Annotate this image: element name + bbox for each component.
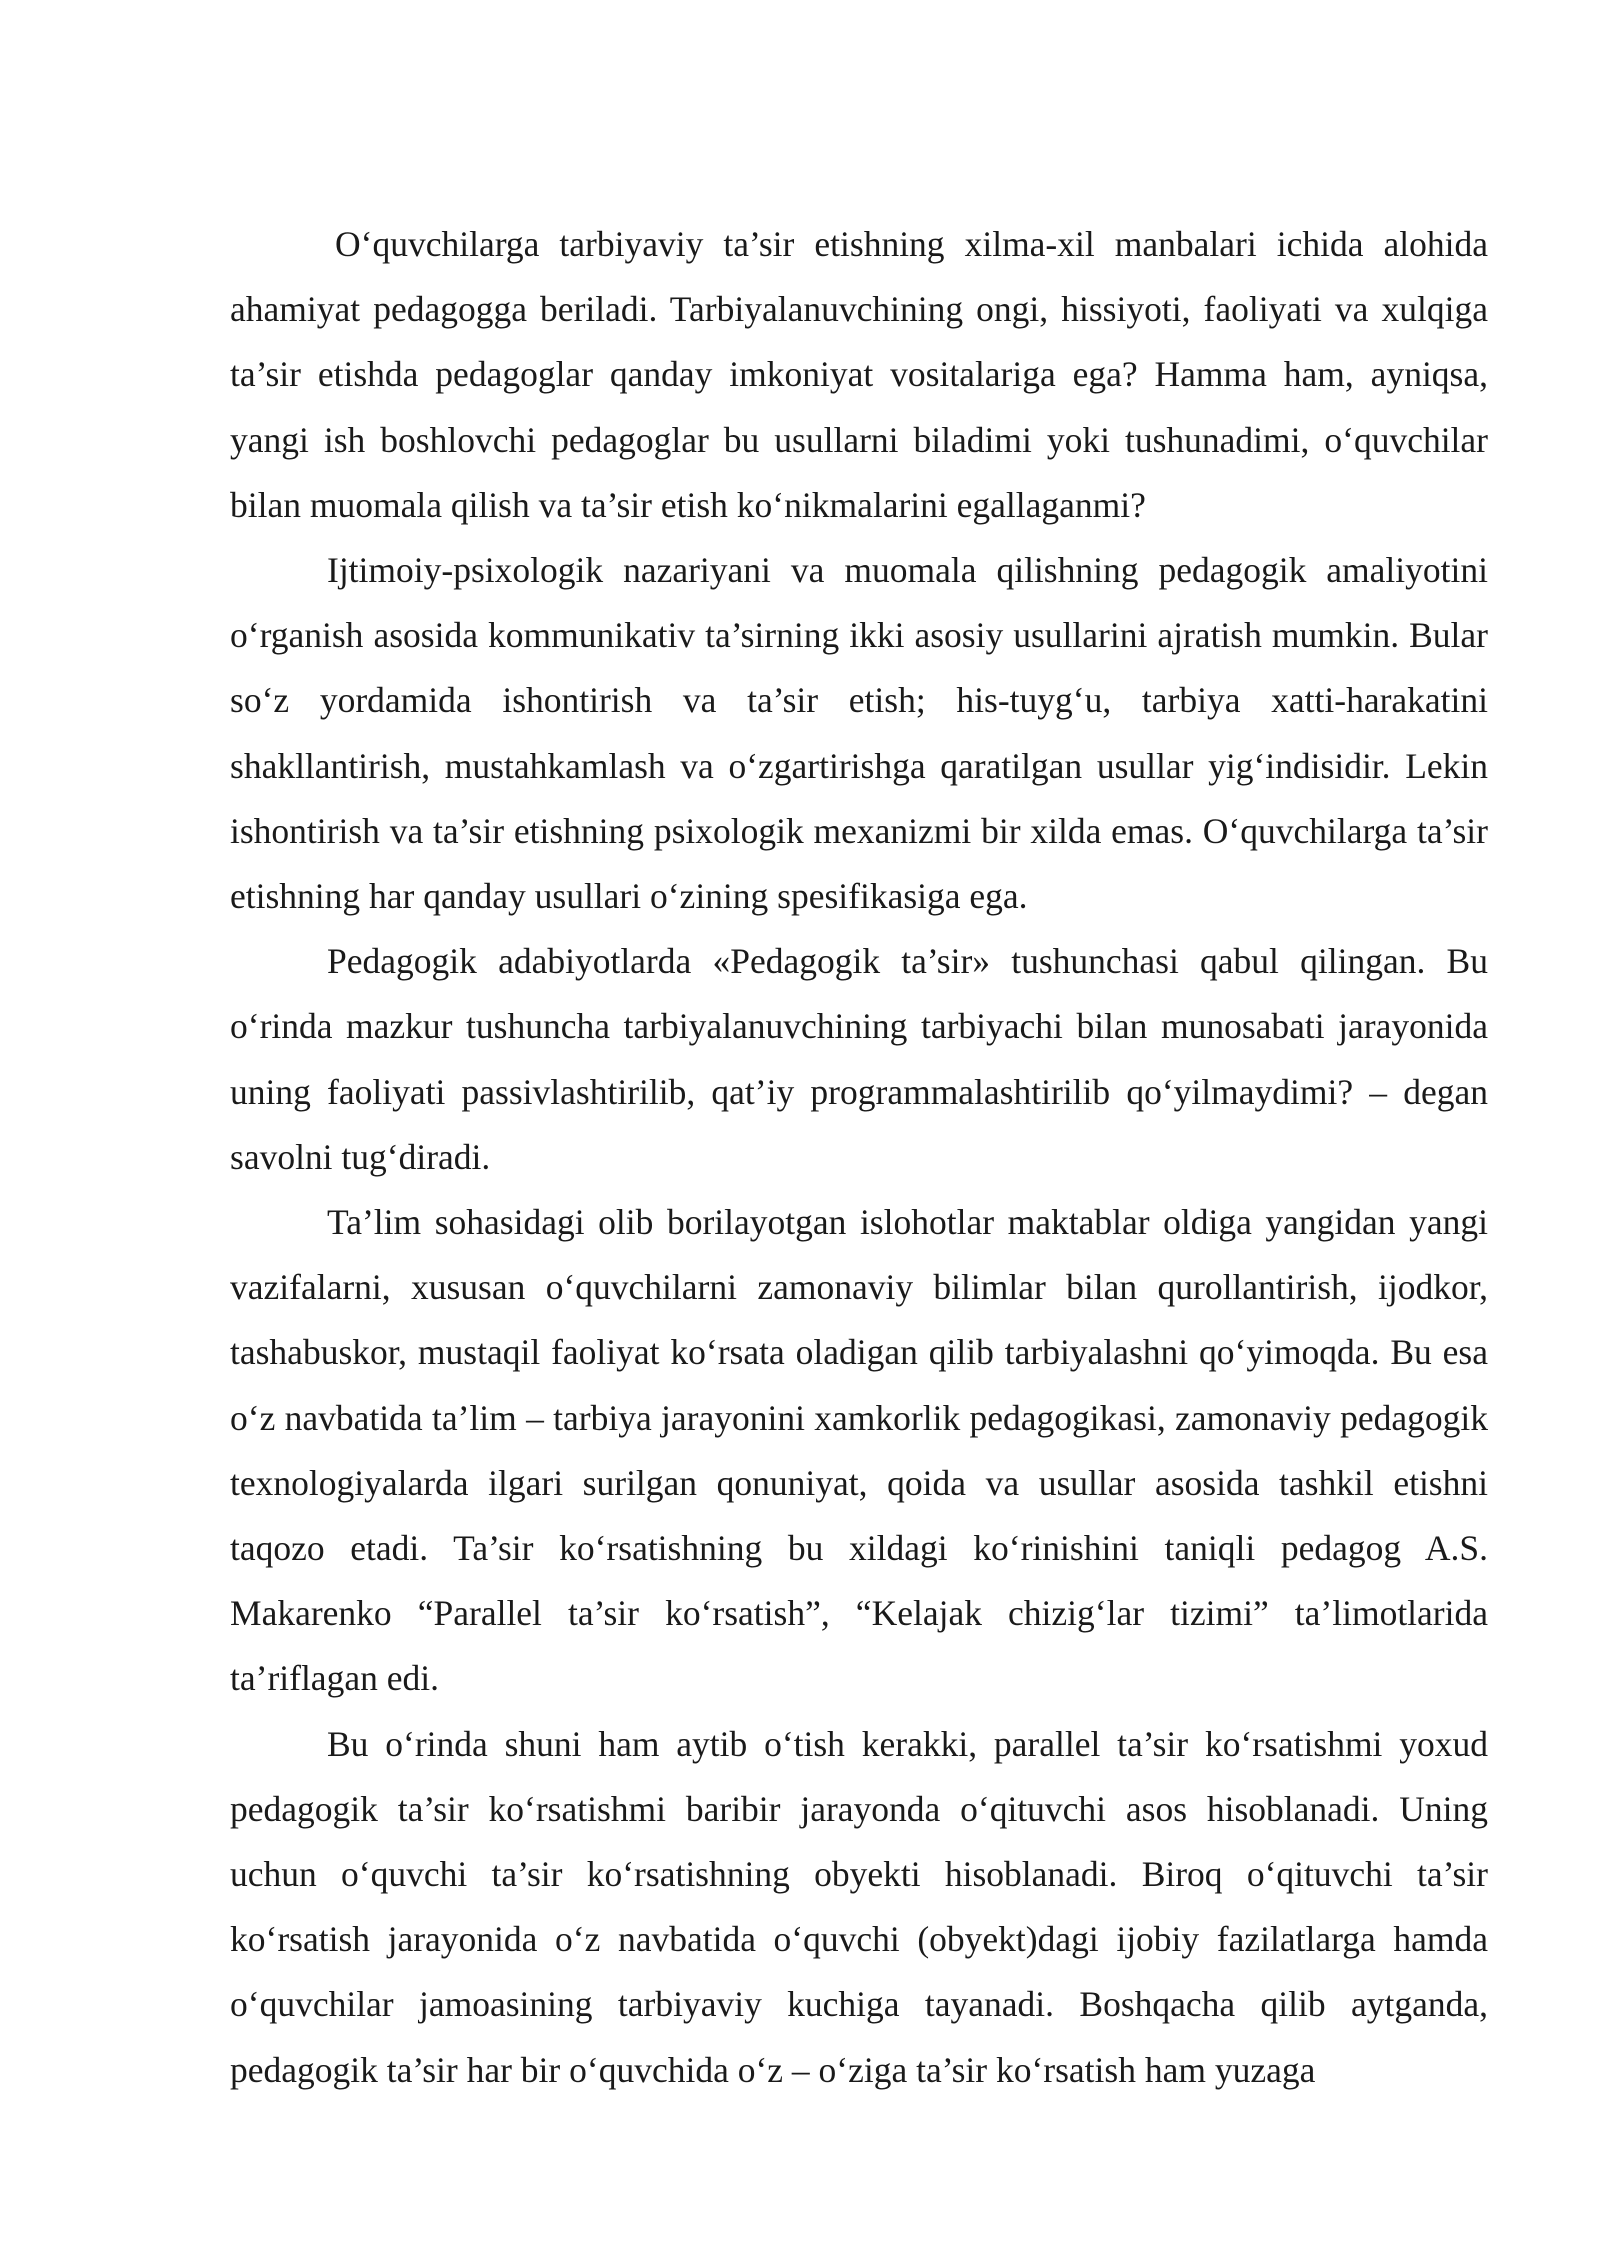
paragraph-4: Ta’lim sohasidagi olib borilayotgan islohotlar maktablar oldiga yangidan yangi vazifalarni, xususan o‘quvchilarni zamonaviy bilimlar bilan qurollantirish, ijodkor, tashabuskor, mustaqil faoliyat ko‘rsata oladigan qilib tarbiyalashni qo‘yimoqda. Bu esa o‘z navbatida ta’lim – tarbiya jarayonini xamkorlik pedagogikasi, zamonaviy pedagogik texnologiyalarda ilgari surilgan qonuniyat, qoida va usullar asosida tashkil etishni taqozo etadi. Ta’sir ko‘rsatishning bu xildagi ko‘rinishini taniqli pedagog A.S. Makarenko “Parallel ta’sir ko‘rsatish”, “Kelajak chizig‘lar tizimi” ta’limotlarida ta’riflagan edi. bbox=[230, 1202, 1488, 1699]
paragraph-3: Pedagogik adabiyotlarda «Pedagogik ta’sir» tushunchasi qabul qilingan. Bu o‘rinda mazkur tushuncha tarbiyalanuvchining tarbiyachi bilan munosabati jarayonida uning faoliyati passivlashtirilib, qat’iy programmalashtirilib qo‘yilmaydimi? – degan savolni tug‘diradi. bbox=[230, 941, 1488, 1177]
body-text bbox=[230, 212, 1488, 2103]
paragraph-2: Ijtimoiy-psixologik nazariyani va muomala qilishning pedagogik amaliyotini o‘rganish asosida kommunikativ ta’sirning ikki asosiy usullarini ajratish mumkin. Bular so‘z yordamida ishontirish va ta’sir etish; his-tuyg‘u, tarbiya xatti-harakatini shakllantirish, mustahkamlash va o‘zgartirishga qaratilgan usullar yig‘indisidir. Lekin ishontirish va ta’sir etishning psixologik mexanizmi bir xilda emas. O‘quvchilarga ta’sir etishning har qanday usullari o‘zining spesifikasiga ega. bbox=[230, 550, 1488, 917]
paragraph-1: O‘quvchilarga tarbiyaviy ta’sir etishning xilma-xil manbalari ichida alohida ahamiyat pedagogga beriladi. Tarbiyalanuvchining ongi, hissiyoti, faoliyati va xulqiga ta’sir etishda pedagoglar qanday imkoniyat vositalariga ega? Hamma ham, ayniqsa, yangi ish boshlovchi pedagoglar bu usullarni biladimi yoki tushunadimi, o‘quvchilar bilan muomala qilish va ta’sir etish ko‘nikmalarini egallaganmi? bbox=[230, 224, 1488, 525]
paragraph-5: Bu o‘rinda shuni ham aytib o‘tish kerakki, parallel ta’sir ko‘rsatishmi yoxud pedagogik ta’sir ko‘rsatishmi baribir jarayonda o‘qituvchi asos hisoblanadi. Uning uchun o‘quvchi ta’sir ko‘rsatishning obyekti hisoblanadi. Biroq o‘qituvchi ta’sir ko‘rsatish jarayonida o‘z navbatida o‘quvchi (obyekt)dagi ijobiy fazilatlarga hamda o‘quvchilar jamoasining tarbiyaviy kuchiga tayanadi. Boshqacha qilib aytganda, pedagogik ta’sir har bir o‘quvchida o‘z – o‘ziga ta’sir ko‘rsatish ham yuzaga bbox=[230, 1723, 1488, 2090]
